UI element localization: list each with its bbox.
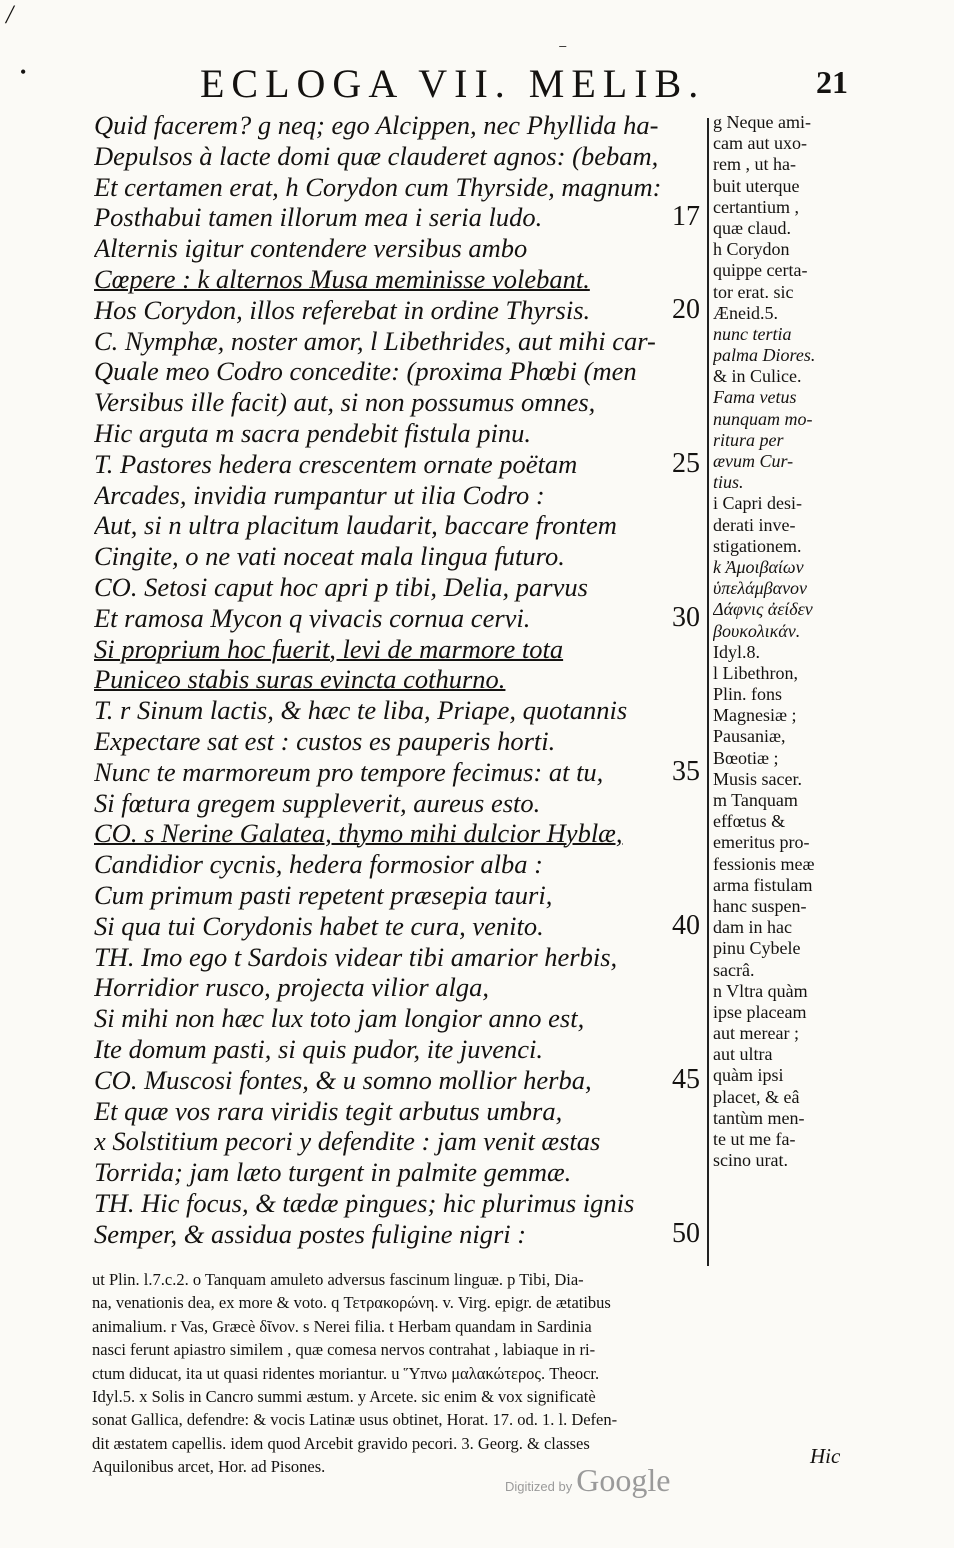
verse-line — [94, 726, 704, 757]
ink-stroke: ⁻ — [558, 40, 568, 60]
marginal-note-line: quippe certa- — [713, 260, 808, 281]
column-divider — [707, 118, 709, 1266]
verse-text: Alternis igitur contendere versibus ambo — [94, 233, 528, 264]
verse-line — [94, 972, 704, 1003]
verse-line — [94, 1157, 704, 1188]
verse-text: Hic arguta m sacra pendebit fistula pinu. — [94, 417, 531, 448]
verse-text: TH. Hic focus, & tædæ pingues; hic plurimus ignis — [94, 1187, 635, 1218]
marginal-note-line: cam aut uxo- — [713, 133, 807, 154]
verse-text: CO. Muscosi fontes, & u somno mollior herba, — [94, 1064, 592, 1095]
footnote-line: ut Plin. l.7.c.2. o Tanquam amuleto adversus fascinum linguæ. p Tibi, Dia- — [92, 1270, 584, 1289]
verse-text: Et certamen erat, h Corydon cum Thyrside, magnum: — [94, 171, 662, 202]
line-number: 30 — [672, 602, 700, 633]
verse-line — [94, 1219, 704, 1250]
verse-line — [94, 480, 704, 511]
marginal-note-line: hanc suspen- — [713, 895, 807, 916]
verse-text: CO. Setosi caput hoc apri p tibi, Delia, parvus — [94, 571, 588, 602]
marginal-note-line: & in Culice. — [713, 366, 802, 387]
verse-line — [94, 141, 704, 172]
verse-text: Posthabui tamen illorum mea i seria ludo. — [94, 202, 543, 233]
verse-line — [94, 356, 704, 387]
digitized-watermark — [505, 1462, 670, 1499]
verse-line — [94, 664, 704, 695]
marginal-note-line: nunc tertia — [713, 323, 792, 344]
verse-text: Torrida; jam læto turgent in palmite gemmæ. — [94, 1157, 572, 1188]
verse-line — [94, 172, 704, 203]
verse-text: Cum primum pasti repetent præsepia tauri, — [94, 879, 553, 910]
marginal-note-line: stigationem. — [713, 535, 802, 556]
marginal-note-line: pinu Cybele — [713, 938, 801, 959]
verse-text: T. r Sinum lactis, & hæc te liba, Priape, quotannis — [94, 695, 628, 726]
marginal-note-line: Magnesiæ ; — [713, 705, 797, 726]
verse-line — [94, 1126, 704, 1157]
verse-line — [94, 942, 704, 973]
footnote-line: Aquilonibus arcet, Hor. ad Pisones. — [92, 1457, 326, 1477]
ink-dot: • — [20, 62, 27, 82]
marginal-note-line: quàm ipsi — [713, 1065, 784, 1086]
marginal-note-line: ipse placeam — [713, 1001, 807, 1022]
verse-line — [94, 449, 704, 480]
marginal-note-line: palma Diores. — [713, 345, 816, 366]
marginal-note-line: Fama vetus — [713, 387, 797, 408]
verse-text: Horridior rusco, projecta vilior alga, — [94, 972, 490, 1003]
marginal-note-line: effœtus & — [713, 811, 786, 832]
marginal-notes — [713, 112, 853, 1171]
verse-line — [94, 510, 704, 541]
marginal-note-line: certantium , — [713, 196, 799, 217]
verse-text: Candidior cycnis, hedera formosior alba : — [94, 849, 543, 880]
verse-text: Et quæ vos rara viridis tegit arbutus umbra, — [94, 1095, 563, 1126]
verse-line — [94, 572, 704, 603]
verse-text: Si proprium hoc fuerit, levi de marmore tota — [94, 633, 564, 664]
marginal-note-line: k Ἀμοιβαίων — [713, 556, 804, 577]
marginal-note-line: βουκολικάν. — [713, 620, 801, 641]
verse-line — [94, 326, 704, 357]
verse-text: Expectare sat est : custos es pauperis horti. — [94, 725, 556, 756]
line-number: 40 — [672, 910, 700, 941]
marginal-note-line: tor erat. sic — [713, 281, 794, 302]
marginal-note-line: sacrâ. — [713, 959, 755, 980]
watermark-prefix: Digitized by — [505, 1479, 573, 1494]
verse-line — [94, 387, 704, 418]
marginal-note-line: arma fistulam — [713, 874, 813, 895]
verse-line — [94, 1096, 704, 1127]
verse-line — [94, 849, 704, 880]
marginal-note-line: te ut me fa- — [713, 1129, 796, 1149]
verse-line — [94, 880, 704, 911]
verse-line — [94, 757, 704, 788]
marginal-note-line: ævum Cur- — [713, 451, 794, 471]
verse-line — [94, 418, 704, 449]
line-number: 17 — [672, 202, 700, 233]
verse-line — [94, 1065, 704, 1096]
verse-text: Si mihi non hæc lux toto jam longior anno est, — [94, 1003, 585, 1034]
marginal-note-line: fessionis meæ — [713, 853, 815, 874]
line-number: 25 — [672, 448, 700, 479]
marginal-note-line: Idyl.8. — [713, 641, 760, 662]
line-number: 50 — [672, 1218, 700, 1249]
verse-text: Cœpere : k alternos Musa meminisse volebant. — [94, 263, 590, 294]
footnote-line: animalium. r Vas, Græcè δῖνον. s Nerei filia. t Herbam quandam in Sardinia — [92, 1316, 592, 1336]
marginal-note-line: Bœotiæ ; — [713, 747, 779, 768]
verse-text: Quale meo Codro concedite: (proxima Phœbi (men — [94, 356, 637, 387]
marginal-note-line: tius. — [713, 472, 744, 493]
verse-line — [94, 110, 704, 141]
footnote-line: sonat Gallica, defendre: & vocis Latinæ usus obtinet, Horat. 17. od. 1. l. Defen- — [92, 1410, 618, 1430]
marginal-note-line: g Neque ami- — [713, 112, 811, 132]
verse-text: Arcades, invidia rumpantur ut ilia Codro : — [94, 479, 545, 510]
marginal-note-line: quæ claud. — [713, 217, 791, 238]
verse-line — [94, 788, 704, 819]
verse-line — [94, 202, 704, 233]
footnote-line: na, venationis dea, ex more & voto. q Τετρακορώνη. v. Virg. epigr. de ætatibus — [92, 1293, 611, 1313]
verse-text: Hos Corydon, illos referebat in ordine Thyrsis. — [94, 294, 591, 325]
line-number: 45 — [672, 1064, 700, 1095]
catchword: Hic — [810, 1444, 841, 1468]
verse-line — [94, 1034, 704, 1065]
verse-line — [94, 541, 704, 572]
verse-text: TH. Imo ego t Sardois videar tibi amarior herbis, — [94, 941, 618, 972]
watermark-google: Google — [576, 1462, 671, 1498]
footnotes — [92, 1268, 862, 1479]
verse-text: Semper, & assidua postes fuligine nigri : — [94, 1218, 527, 1249]
marginal-note-line: Plin. fons — [713, 684, 783, 705]
verse-line — [94, 818, 704, 849]
marginal-note-line: derati inve- — [713, 514, 796, 535]
marginal-note-line: rem , ut ha- — [713, 154, 796, 175]
verse-line — [94, 695, 704, 726]
verse-text: C. Nymphæ, noster amor, l Libethrides, aut mihi car- — [94, 325, 656, 356]
marginal-note-line: n Vltra quàm — [713, 980, 808, 1001]
marginal-note-line: tantùm men- — [713, 1107, 805, 1128]
verse-text: Aut, si n ultra placitum laudarit, baccare frontem — [94, 510, 617, 541]
verse-text: Nunc te marmoreum pro tempore fecimus: at tu, — [94, 756, 604, 787]
line-number: 35 — [672, 756, 700, 787]
marginal-note-line: Æneid.5. — [713, 302, 778, 323]
verse-text: Quid facerem? g neq; ego Alcippen, nec Phyllida ha- — [94, 110, 659, 140]
verse-text: Si qua tui Corydonis habet te cura, venito. — [94, 910, 544, 941]
marginal-note-line: placet, & eâ — [713, 1086, 800, 1107]
marginal-note-line: i Capri desi- — [713, 493, 802, 514]
marginal-note-line: buit uterque — [713, 175, 800, 196]
marginal-note-line: nunquam mo- — [713, 408, 813, 429]
verse-text: CO. s Nerine Galatea, thymo mihi dulcior Hyblæ, — [94, 818, 623, 849]
footnote-line: dit æstatem capellis. idem quod Arcebit gravido pecori. 3. Georg. & classes — [92, 1433, 590, 1453]
line-number: 20 — [672, 294, 700, 325]
verse-text: Et ramosa Mycon q vivacis cornua cervi. — [94, 602, 531, 633]
footnote-line: nasci ferunt apiastro similem , quæ comesa nervos contrahat , labiaque in ri- — [92, 1340, 596, 1360]
verse-line — [94, 634, 704, 665]
verse-line — [94, 233, 704, 264]
verse-column — [94, 110, 704, 1249]
marginal-note-line: Δάφνις ἀείδεν — [713, 599, 813, 620]
marginal-note-line: ὑπελάμβανον — [713, 578, 808, 599]
footnote-line: ctum diducat, ita ut quasi ridentes moriantur. u Ὕπνω μαλακώτερος. Theocr. — [92, 1363, 600, 1383]
marginal-note-line: l Libethron, — [713, 662, 798, 683]
marginal-note-line: Musis sacer. — [713, 768, 802, 789]
verse-line — [94, 1188, 704, 1219]
marginal-note-line: dam in hac — [713, 917, 792, 938]
verse-text: T. Pastores hedera crescentem ornate poëtam — [94, 448, 578, 479]
verse-line — [94, 603, 704, 634]
marginal-note-line: ritura per — [713, 429, 784, 450]
verse-line — [94, 911, 704, 942]
verse-text: Si fœtura gregem suppleverit, aureus esto. — [94, 787, 541, 818]
verse-text: Versibus ille facit) aut, si non possumus omnes, — [94, 387, 596, 418]
marginal-note-line: m Tanquam — [713, 790, 798, 810]
verse-text: Depulsos à lacte domi quæ clauderet agnos: (bebam, — [94, 140, 659, 171]
verse-text: x Solstitium pecori y defendite : jam venit æstas — [94, 1126, 601, 1157]
verse-text: Puniceo stabis suras evincta cothurno. — [94, 664, 506, 695]
verse-line — [94, 1003, 704, 1034]
verse-text: Cingite, o ne vati noceat mala lingua futuro. — [94, 541, 565, 572]
verse-text: Ite domum pasti, si quis pudor, ite juvenci. — [94, 1033, 543, 1064]
verse-line — [94, 264, 704, 295]
footnote-line: Idyl.5. x Solis in Cancro summi æstum. y Arcete. sic enim & vox significatè — [92, 1386, 596, 1406]
marginal-note-line: aut ultra — [713, 1044, 773, 1065]
marginal-note-line: h Corydon — [713, 239, 790, 260]
marginal-note-line: aut merear ; — [713, 1023, 799, 1044]
page-number: 21 — [816, 64, 848, 100]
marginal-note-line: emeritus pro- — [713, 832, 810, 853]
marginal-note-line: scino urat. — [713, 1150, 788, 1171]
running-title: ECLOGA VII. MELIB. — [200, 61, 706, 106]
marginal-note-line: Pausaniæ, — [713, 726, 786, 747]
verse-line — [94, 295, 704, 326]
ink-mark: / — [6, 0, 14, 29]
